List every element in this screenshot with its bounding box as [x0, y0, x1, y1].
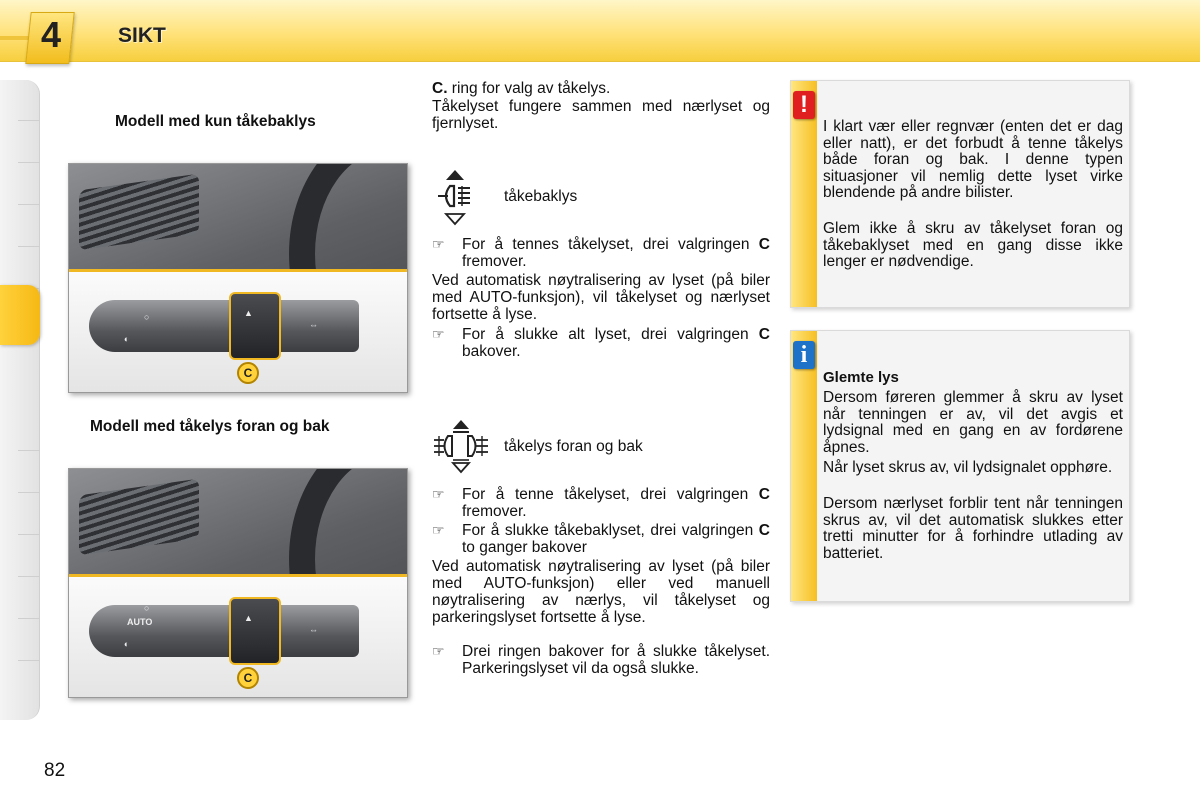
box-accent-stripe — [791, 331, 817, 601]
bullet-slukke-alt — [432, 326, 770, 360]
bullet-tenne-takebaklys — [432, 236, 770, 270]
side-tab-divider — [18, 450, 40, 451]
ring-label: C. — [432, 80, 448, 97]
side-tab-divider — [18, 204, 40, 205]
bullet-text: bakover. — [462, 343, 521, 360]
air-vent — [79, 174, 199, 251]
page-number: 82 — [44, 760, 66, 781]
air-vent — [79, 479, 199, 556]
side-tab-divider — [18, 576, 40, 577]
header-band — [0, 0, 1200, 62]
stalk-closeup — [69, 574, 408, 698]
warning-text: I klart vær eller regnvær (enten det er dag eller natt), er det forbudt å tenne tåkelys både foran og bak. I denne typen situasjoner vil nemlig dette lyset virke blendende på andre bilister. — [823, 118, 1123, 201]
side-tab-divider — [18, 618, 40, 619]
bullet-text: fremover. — [462, 503, 527, 520]
rear-fog-small-icon: ▲ — [244, 308, 253, 318]
info-text: Når lyset skrus av, vil lydsignalet opphøre. — [823, 459, 1113, 476]
info-text: Dersom nærlyset forblir tent når tenningen skrus av, vil det automatisk slukkes etter tretti minutter for å forhindre utlading av batteriet. — [823, 495, 1123, 562]
page-title: SIKT — [118, 24, 166, 47]
lighting-stalk — [89, 605, 359, 657]
side-tab-divider — [18, 120, 40, 121]
auto-label: AUTO — [127, 617, 153, 627]
side-tab-divider — [18, 162, 40, 163]
side-tab-divider — [18, 492, 40, 493]
bullet-text: to ganger bakover — [462, 539, 587, 556]
info-heading: Glemte lys — [823, 369, 899, 386]
front-rear-fog-lamp-icon — [432, 418, 490, 476]
warning-text-reminder: Glem ikke å skru av tåkelyset foran og tåkebaklyset med en gang disse ikke lenger er nødvendige. — [823, 220, 1123, 270]
dipped-beam-icon: ◐ — [124, 639, 130, 649]
bullet-text: For å tennes tåkelyset, drei valgringen — [462, 236, 759, 253]
side-tab-divider — [18, 534, 40, 535]
bullet-text: For å tenne tåkelyset, drei valgringen — [462, 486, 759, 503]
info-box — [790, 330, 1130, 602]
stalk-closeup — [69, 269, 408, 393]
bullet-slukke-takebaklys — [432, 522, 770, 556]
front-rear-fog-symbol-label: tåkelys foran og bak — [504, 438, 643, 455]
ring-ref: C — [758, 522, 770, 539]
bullet-text: fremover. — [462, 253, 527, 270]
fog-ring-c — [229, 597, 281, 665]
indicator-icon: ⇔ — [309, 320, 318, 330]
bullet-text: For å slukke tåkebaklyset, drei valgringen — [462, 522, 759, 539]
ring-description — [432, 80, 770, 97]
caption-rear-fog-model: Modell med kun tåkebaklys — [115, 113, 316, 130]
pointing-hand-icon: ☞ — [432, 486, 445, 502]
active-chapter-tab — [0, 285, 40, 345]
bullet-text: For å slukke alt lyset, drei valgringen — [462, 326, 759, 343]
lamp-off-icon: ○ — [144, 603, 150, 613]
front-rear-fog-symbol-row — [432, 418, 643, 481]
photo-rear-fog-stalk — [68, 163, 408, 393]
ring-c-badge: C — [237, 362, 259, 384]
bullet-text: Drei ringen bakover for å slukke tåkelyset. Parkeringslyset vil da også slukke. — [462, 643, 770, 677]
bullet-drei-ringen — [432, 643, 770, 677]
chapter-side-tabs — [0, 80, 40, 720]
ring-label-text: ring for valg av tåkelys. — [447, 80, 611, 97]
manual-neutralisation-text: Ved automatisk nøytralisering av lyset (på biler med AUTO-funksjon) eller ved manuell nøytralisering av nærlys, vil tåkelyset og parkeringslyset fortsette å lyse. — [432, 558, 770, 626]
info-icon: i — [793, 341, 815, 369]
warning-box — [790, 80, 1130, 308]
fog-ring-c — [229, 292, 281, 360]
ring-ref: C — [758, 236, 770, 253]
front-rear-fog-small-icon: ▲ — [244, 613, 253, 623]
side-tab-divider — [18, 246, 40, 247]
info-text: Dersom føreren glemmer å skru av lyset når tenningen er av, vil det avgis et lydsignal med en gang en av fordørene åpnes. — [823, 389, 1123, 456]
chapter-number: 4 — [40, 14, 62, 55]
ring-ref: C — [758, 486, 770, 503]
dipped-beam-icon: ◐ — [124, 334, 130, 344]
warning-icon: ! — [793, 91, 815, 119]
ring-ref: C — [758, 326, 770, 343]
side-tab-divider — [18, 660, 40, 661]
ring-c-badge: C — [237, 667, 259, 689]
lighting-stalk — [89, 300, 359, 352]
photo-front-rear-fog-stalk — [68, 468, 408, 698]
caption-front-rear-fog-model: Modell med tåkelys foran og bak — [90, 418, 330, 435]
rear-fog-symbol-row — [432, 168, 578, 231]
intro-text: Tåkelyset fungere sammen med nærlyset og fjernlyset. — [432, 98, 770, 132]
rear-fog-lamp-icon — [432, 168, 478, 226]
indicator-icon: ⇔ — [309, 625, 318, 635]
auto-neutralisation-text: Ved automatisk nøytralisering av lyset (på biler med AUTO-funksjon), vil tåkelyset og nærlyset fortsette å lyse. — [432, 272, 770, 323]
bullet-tenne-takelys — [432, 486, 770, 520]
pointing-hand-icon: ☞ — [432, 522, 445, 538]
pointing-hand-icon: ☞ — [432, 643, 445, 659]
rear-fog-symbol-label: tåkebaklys — [504, 188, 578, 205]
pointing-hand-icon: ☞ — [432, 236, 445, 252]
pointing-hand-icon: ☞ — [432, 326, 445, 342]
header-accent-line — [0, 36, 30, 40]
lamp-off-icon: ○ — [144, 312, 150, 322]
